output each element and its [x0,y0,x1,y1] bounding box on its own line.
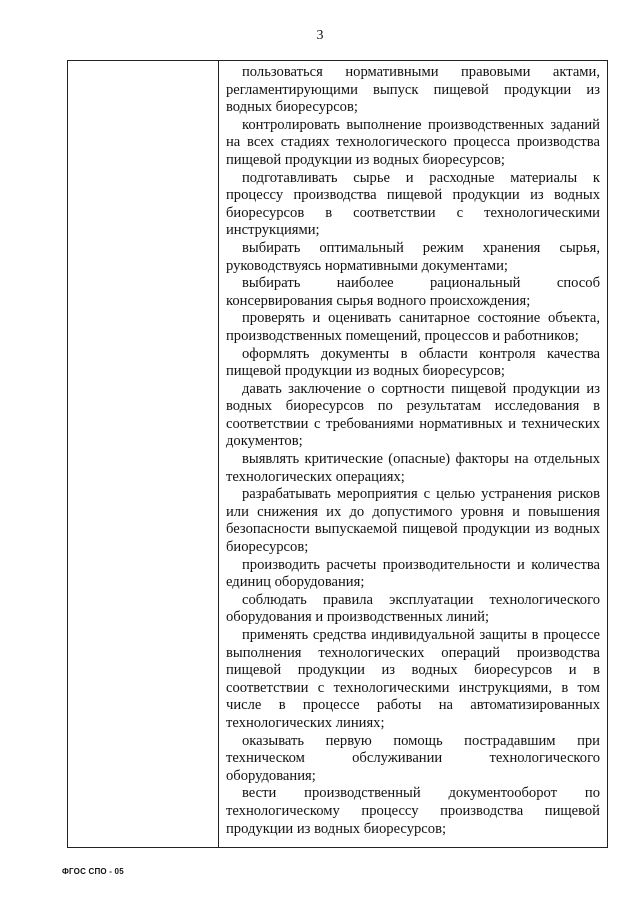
skill-item: вести производственный документооборот по технологическому процессу производства пищевой продукции из водных биоресурсов; [226,785,600,837]
skill-item: разрабатывать мероприятия с целью устранения рисков или снижения их до допустимого уровня и повышения безопасности выпускаемой пищевой продукции из водных биоресурсов; [226,486,600,556]
footer-standard-code: ФГОС СПО - 05 [62,867,124,876]
page-number: 3 [316,28,324,43]
skill-item: выявлять критические (опасные) факторы на отдельных технологических операциях; [226,451,600,485]
skill-item: давать заключение о сортности пищевой продукции из водных биоресурсов по результатам исследования в соответствии с требованиями нормативных и технических документов; [226,380,600,450]
skill-item: оформлять документы в области контроля качества пищевой продукции из водных биоресурсов; [226,345,600,380]
table-right-cell [226,64,600,838]
skill-item: производить расчеты производительности и количества единиц оборудования; [226,556,600,591]
skill-item: выбирать оптимальный режим хранения сырья, руководствуясь нормативными документами; [226,239,600,274]
skill-item: подготавливать сырье и расходные материалы к процессу производства пищевой продукции из водных биоресурсов в соответствии с технологическими инструкциями; [226,169,600,239]
skill-item: выбирать наиболее рациональный способ консервирования сырья водного происхождения; [226,275,600,309]
skill-item: применять средства индивидуальной защиты в процессе выполнения технологических операций производства пищевой продукции из водных биоресурсов и в соответствии с технологическими инструкциями, в том числе в процессе работы на автоматизированных технологических линиях; [226,627,600,731]
requirements-table [67,60,608,848]
skill-item: соблюдать правила эксплуатации технологического оборудования и производственных линий; [226,591,600,626]
table-left-cell [68,61,219,847]
skill-item: контролировать выполнение производственных заданий на всех стадиях технологического процесса производства пищевой продукции из водных биоресурсов; [226,116,600,168]
skill-item: пользоваться нормативными правовыми актами, регламентирующими выпуск пищевой продукции из водных биоресурсов; [226,64,600,116]
skill-item: проверять и оценивать санитарное состояние объекта, производственных помещений, процессов и работников; [226,310,600,344]
skill-item: оказывать первую помощь пострадавшим при техническом обслуживании технологического оборудования; [226,732,600,784]
